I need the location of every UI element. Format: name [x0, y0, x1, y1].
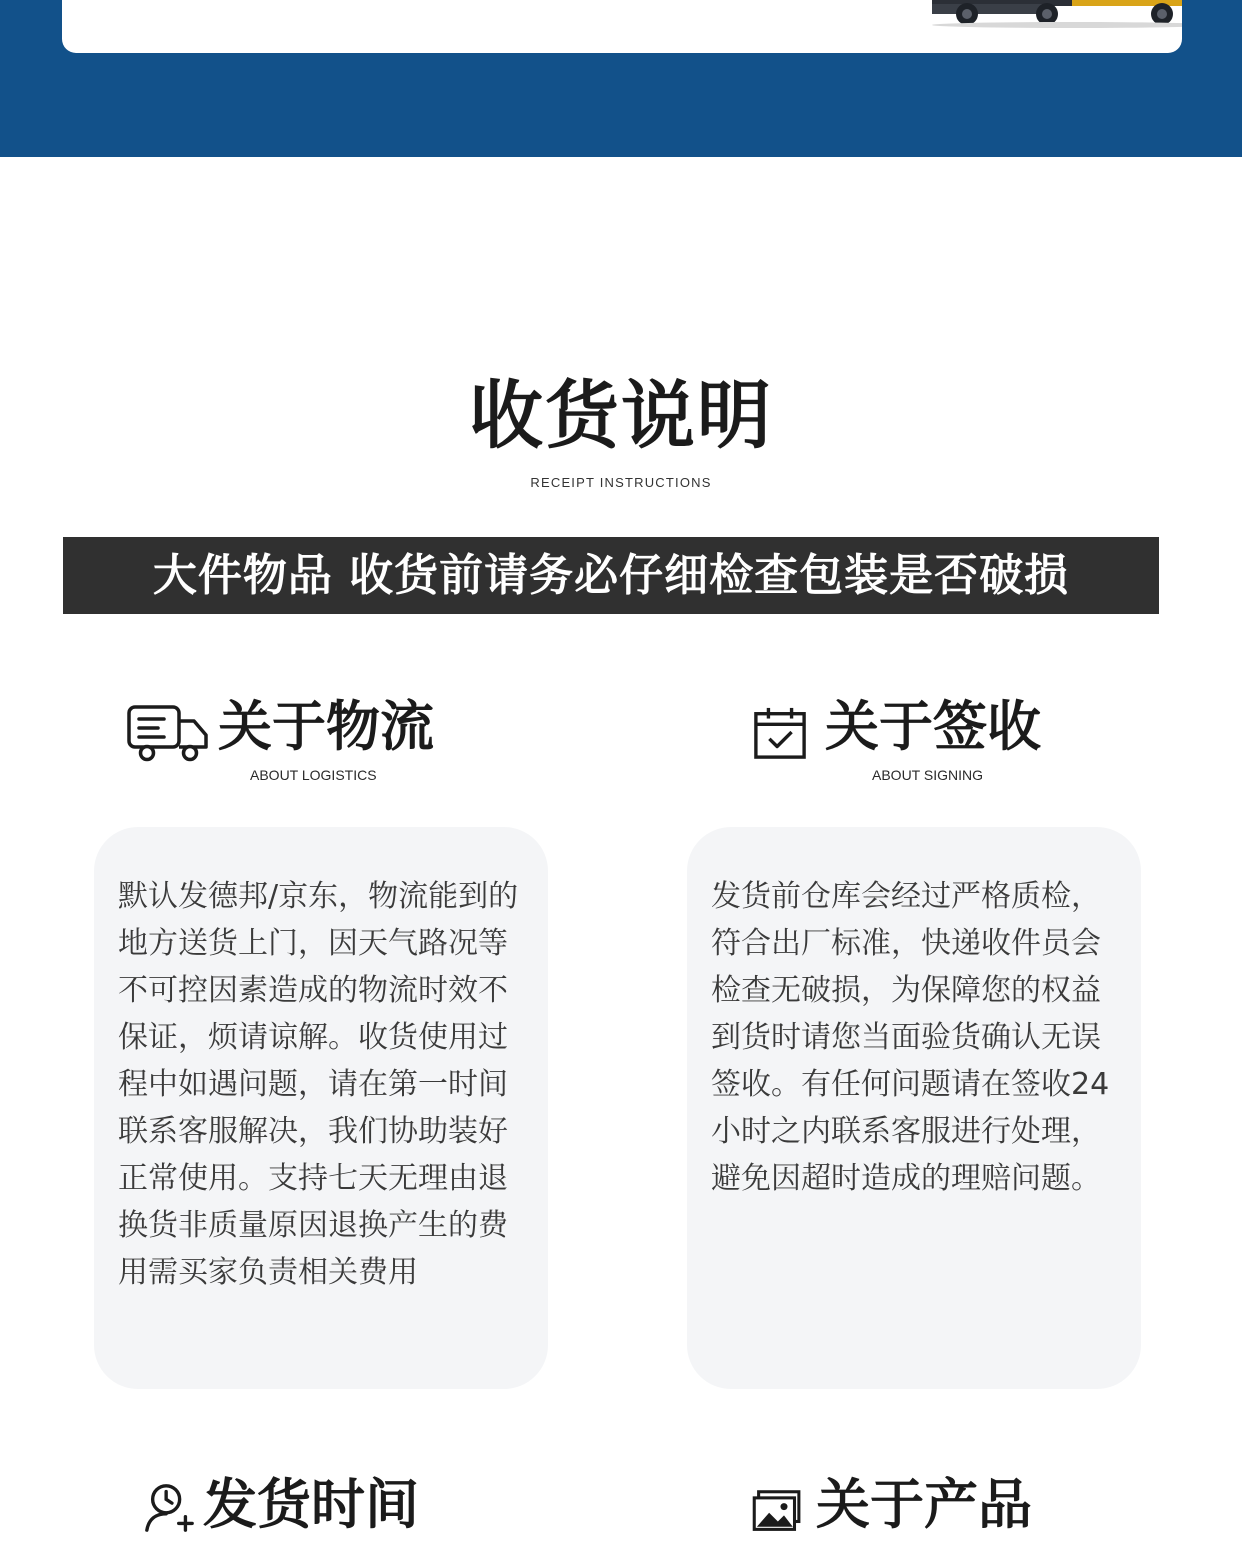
signing-heading	[753, 696, 1073, 786]
section-subtitle: RECEIPT INSTRUCTIONS	[530, 475, 712, 490]
product-heading	[752, 1472, 1052, 1546]
delivery-truck-icon	[126, 704, 210, 764]
calendar-check-icon	[753, 706, 807, 760]
notice-bar: 大件物品 收货前请务必仔细检查包装是否破损	[63, 537, 1159, 614]
logistics-subtitle: ABOUT LOGISTICS	[250, 767, 377, 783]
logistics-card	[94, 827, 548, 1389]
logistics-card-text: 默认发德邦/京东，物流能到的地方送货上门，因天气路况等不可控因素造成的物流时效不保证，烦请谅解。收货使用过程中如遇问题，请在第一时间联系客服解决，我们协助装好正常使用。支持七天无理由退换货非质量原因退换产生的费用需买家负责相关费用	[118, 879, 519, 1290]
truck-image	[922, 0, 1182, 30]
product-title: 关于产品	[816, 1473, 1032, 1536]
top-card	[62, 0, 1182, 53]
shipping-time-title: 发货时间	[203, 1473, 419, 1536]
logistics-heading	[126, 696, 486, 786]
section-title: 收货说明	[469, 373, 773, 459]
shipping-time-heading	[143, 1472, 443, 1546]
user-clock-icon	[143, 1480, 197, 1534]
top-banner	[0, 0, 1242, 157]
signing-card-text: 发货前仓库会经过严格质检，符合出厂标准，快递收件员会检查无破损，为保障您的权益到货时请您当面验货确认无误签收。有任何问题请在签收24小时之内联系客服进行处理，避免因超时造成的理赔问题。	[711, 879, 1110, 1196]
image-icon	[752, 1490, 802, 1532]
signing-card	[687, 827, 1141, 1389]
signing-title: 关于签收	[825, 695, 1041, 758]
signing-subtitle: ABOUT SIGNING	[872, 767, 983, 783]
logistics-title: 关于物流	[218, 695, 434, 758]
